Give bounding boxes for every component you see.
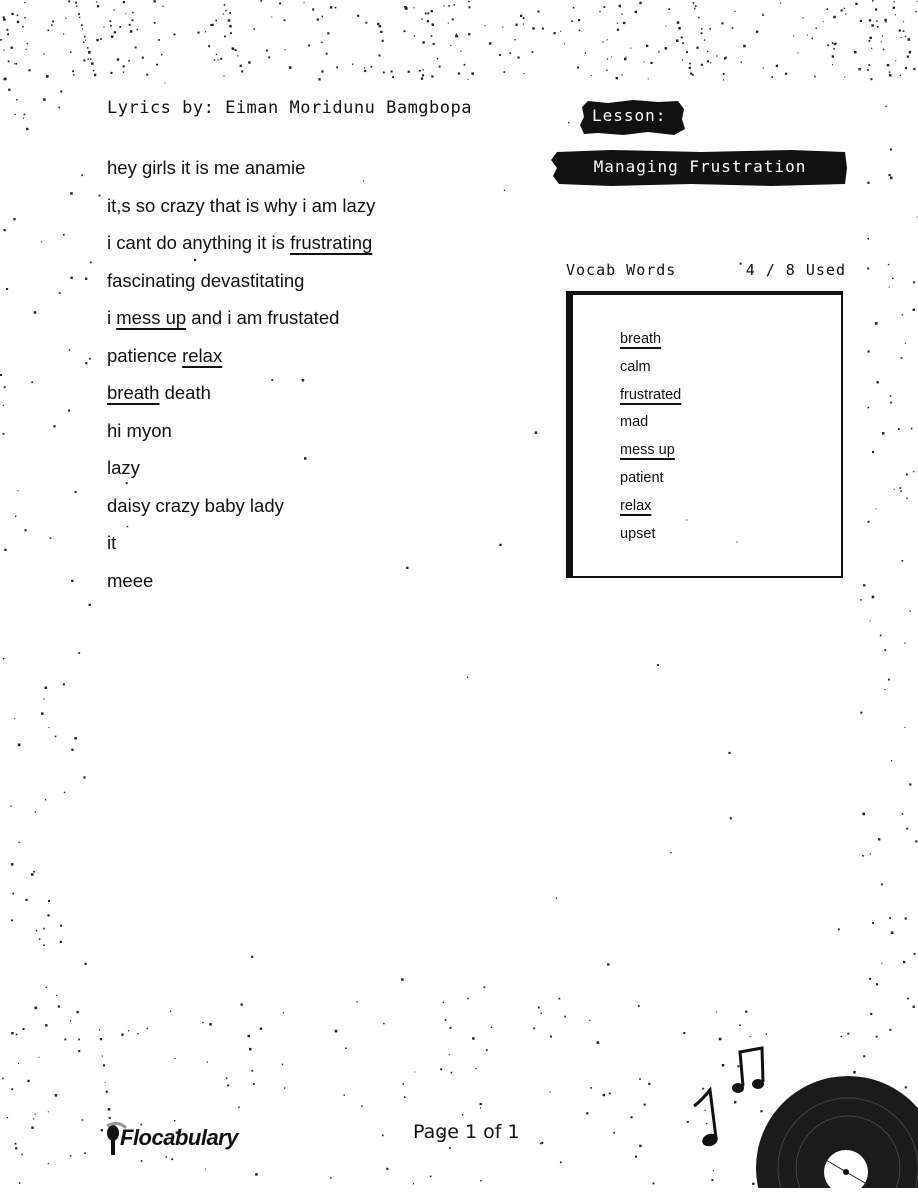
lyric-text: it,s so crazy that is why i am lazy (107, 195, 375, 216)
lesson-tag-label: Lesson: (592, 106, 666, 125)
lyric-text: death (159, 382, 210, 403)
lyric-line (107, 304, 375, 342)
lyric-line (107, 417, 375, 455)
record-and-notes-icon (670, 1040, 918, 1188)
vocab-list-item (620, 331, 681, 359)
vocab-word: relax (620, 498, 651, 514)
lesson-title: Managing Frustration (551, 157, 849, 176)
lyric-text: meee (107, 570, 153, 591)
vocab-word-used: relax (182, 345, 222, 366)
lesson-title-banner (551, 148, 849, 188)
lyrics-credit: Lyrics by: Eiman Moridunu Bamgbopa (107, 98, 472, 118)
vocab-header (566, 261, 846, 279)
lyric-line (107, 267, 375, 305)
vocab-word-box (566, 291, 843, 578)
lyric-text: lazy (107, 457, 140, 478)
flocabulary-logo (104, 1122, 264, 1162)
lesson-tag (578, 97, 686, 137)
vocab-word-used: mess up (116, 307, 186, 328)
lyric-line (107, 154, 375, 192)
vocab-word-list (620, 331, 681, 553)
lyric-line (107, 229, 375, 267)
lyric-line (107, 492, 375, 530)
vocab-word: patient (620, 470, 664, 486)
vocab-list-item (620, 526, 681, 554)
music-decoration (670, 1040, 918, 1188)
lyric-text: i cant do anything it is (107, 232, 290, 253)
vocab-list-item (620, 498, 681, 526)
lyric-line (107, 192, 375, 230)
vocab-word: breath (620, 331, 661, 347)
lyric-text: daisy crazy baby lady (107, 495, 284, 516)
vocab-word: calm (620, 359, 651, 375)
vocab-list-item (620, 442, 681, 470)
lyrics-body (107, 154, 375, 604)
vocab-list-item (620, 359, 681, 387)
lyric-line (107, 379, 375, 417)
vocab-list-item (620, 470, 681, 498)
vocab-word: frustrated (620, 387, 681, 403)
lyric-text: hey girls it is me anamie (107, 157, 305, 178)
lyric-text: fascinating devastitating (107, 270, 304, 291)
vocab-word-used: frustrating (290, 232, 372, 253)
lyric-text: and i am frustated (186, 307, 339, 328)
page-number: Page 1 of 1 (413, 1121, 520, 1143)
lyric-line (107, 342, 375, 380)
vocab-word: upset (620, 526, 655, 542)
lyric-line (107, 567, 375, 605)
lyric-text: it (107, 532, 116, 553)
vocab-word: mad (620, 414, 648, 430)
lyric-text: i (107, 307, 116, 328)
lyric-line (107, 529, 375, 567)
vocab-list-item (620, 387, 681, 415)
vocab-word: mess up (620, 442, 675, 458)
logo-wordmark: Flocabulary (120, 1125, 238, 1151)
vocab-word-used: breath (107, 382, 159, 403)
vocab-heading: Vocab Words (566, 261, 676, 279)
lyric-text: patience (107, 345, 182, 366)
lyric-text: hi myon (107, 420, 172, 441)
vocab-used-count: 4 / 8 Used (746, 261, 846, 279)
vocab-list-item (620, 414, 681, 442)
lyric-line (107, 454, 375, 492)
